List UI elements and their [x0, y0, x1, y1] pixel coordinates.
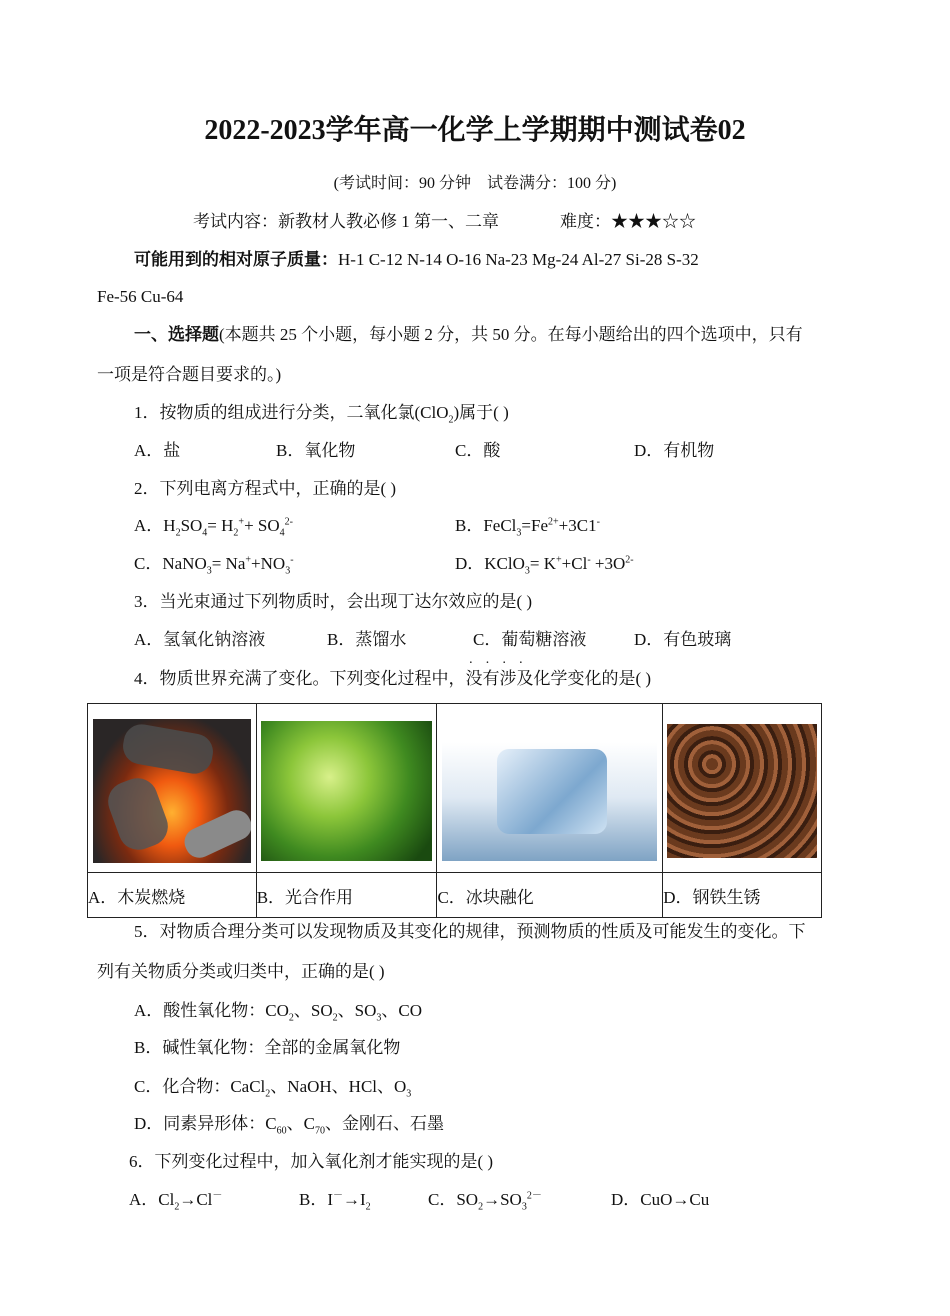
question-6-option-d	[611, 1189, 709, 1211]
text-segment: A．酸性氧化物：CO	[134, 1001, 289, 1020]
difficulty	[560, 211, 696, 233]
text-segment: B．蒸馏水	[327, 630, 407, 649]
question-3-stem	[134, 591, 532, 613]
text-segment: +NO	[251, 554, 286, 573]
question-5-stem-2: 列有关物质分类或归类中，正确的是( )	[97, 962, 385, 981]
superscript: -	[290, 554, 294, 566]
question-1-stem	[134, 402, 509, 424]
option-b-caption: B．光合作用	[256, 873, 437, 918]
text-segment: A．Cl	[129, 1190, 175, 1209]
text-segment: 1．按物质的组成进行分类，二氧化氯(ClO	[134, 403, 449, 422]
exam-content: 考试内容：新教材人教必修 1 第一、二章	[193, 212, 499, 231]
question-2-option-b	[455, 515, 600, 537]
question-1-option-b	[276, 440, 355, 462]
stem-text: 4．物质世界充满了变化。下列变化过程中，	[134, 669, 466, 688]
subscript: 2	[332, 1012, 338, 1024]
question-5-stem: 5．对物质合理分类可以发现物质及其变化的规律，预测物质的性质及可能发生的变化。下	[134, 922, 806, 941]
superscript: -	[587, 554, 591, 566]
section-heading	[134, 324, 803, 346]
text-segment: +Cl	[561, 554, 588, 573]
question-1-option-c	[455, 440, 500, 462]
text-segment: 3．当光束通过下列物质时，会出现丁达尔效应的是( )	[134, 592, 533, 611]
question-5-option-a	[134, 1000, 422, 1022]
question-5-option-c	[134, 1076, 411, 1098]
text-segment: = H	[207, 516, 234, 535]
superscript: +	[556, 554, 562, 566]
text-segment: D．CuO→Cu	[611, 1190, 710, 1209]
subscript: 2	[233, 527, 239, 539]
ice-cube-image	[442, 721, 657, 861]
subscript: 3	[516, 527, 522, 539]
subscript: 4	[202, 527, 208, 539]
difficulty-stars: ★★★☆☆	[611, 212, 696, 231]
question-1-option-d	[634, 440, 714, 462]
text-segment: D．有机物	[634, 441, 715, 460]
superscript: －	[333, 1190, 343, 1202]
atomic-mass-line	[134, 249, 699, 271]
question-6-option-c	[428, 1189, 542, 1211]
question-3-option-d	[634, 629, 731, 651]
subscript: 3	[206, 565, 212, 577]
text-segment: SO	[180, 516, 203, 535]
superscript: 2－	[526, 1190, 542, 1202]
emphasis-word: 没有涉及	[465, 669, 534, 688]
superscript: +	[238, 516, 245, 528]
text-segment: +3O	[590, 554, 626, 573]
text-segment: 、NaOH、HCl、O	[270, 1077, 407, 1096]
question-5-option-b	[134, 1037, 400, 1059]
text-segment: 6．下列变化过程中，加入氧化剂才能实现的是( )	[129, 1152, 494, 1171]
atomic-mass-label: 可能用到的相对原子质量：	[134, 250, 338, 269]
superscript: 2-	[284, 516, 293, 528]
text-segment: →Cl	[179, 1190, 213, 1209]
subscript: 3	[376, 1012, 382, 1024]
text-segment: 、SO	[293, 1001, 333, 1020]
text-segment: + SO	[244, 516, 280, 535]
option-d-image-cell	[663, 704, 822, 873]
text-segment: 、C	[286, 1114, 315, 1133]
option-d-caption: D．钢铁生锈	[663, 873, 822, 918]
subscript: 3	[285, 565, 291, 577]
exam-info: (考试时间：90 分钟 试卷满分：100 分)	[333, 175, 617, 192]
text-segment: D．有色玻璃	[634, 630, 732, 649]
text-segment: A．氢氧化钠溶液	[134, 630, 266, 649]
text-segment: B．I	[299, 1190, 333, 1209]
question-6-stem	[129, 1151, 493, 1173]
rusty-chain-image	[667, 724, 817, 858]
atomic-mass-values: H-1 C-12 N-14 O-16 Na-23 Mg-24 Al-27 Si-28 S-32	[338, 250, 699, 269]
subscript: 2	[365, 1201, 371, 1213]
text-segment: →SO	[483, 1190, 522, 1209]
option-c-caption: C．冰块融化	[437, 873, 663, 918]
question-1-option-a	[134, 440, 180, 462]
superscript: 2+	[548, 516, 559, 528]
question-2-option-c	[134, 553, 294, 575]
question-3-option-c	[473, 629, 586, 651]
question-4-stem	[134, 656, 652, 690]
question-5-option-d	[134, 1113, 444, 1135]
option-c-image-cell	[437, 704, 663, 873]
text-segment: )属于( )	[453, 403, 509, 422]
text-segment: 、金刚石、石墨	[324, 1114, 444, 1133]
question-2-stem	[134, 478, 396, 500]
text-segment: 、CO	[381, 1001, 422, 1020]
text-segment: C．SO	[428, 1190, 479, 1209]
subscript: 2	[175, 527, 181, 539]
text-segment: 、SO	[337, 1001, 377, 1020]
question-3-option-b	[327, 629, 406, 651]
text-segment: A．盐	[134, 441, 181, 460]
question-3-option-a	[134, 629, 265, 651]
stem-text: 化学变化的是( )	[533, 669, 652, 688]
subscript: 2	[478, 1201, 484, 1213]
text-segment: +3C1	[558, 516, 597, 535]
charcoal-burning-image	[93, 719, 251, 863]
text-segment: D．同素异形体：C	[134, 1114, 277, 1133]
text-segment: C．NaNO	[134, 554, 207, 573]
text-segment: =Fe	[521, 516, 548, 535]
subscript: 2	[174, 1201, 180, 1213]
superscript: -	[596, 516, 600, 528]
superscript: +	[245, 554, 252, 566]
text-segment: = K	[529, 554, 557, 573]
text-segment: →I	[343, 1190, 366, 1209]
superscript: －	[212, 1190, 223, 1202]
difficulty-label: 难度：	[560, 212, 611, 231]
text-segment: C．化合物：CaCl	[134, 1077, 266, 1096]
subscript: 70	[314, 1125, 325, 1137]
subscript: 2	[288, 1012, 294, 1024]
page-title: 2022-2023学年高一化学上学期期中测试卷02	[204, 115, 746, 146]
superscript: 2-	[625, 554, 634, 566]
question-2-option-d	[455, 553, 634, 575]
question-6-option-b	[299, 1189, 371, 1211]
text-segment: C．葡萄糖溶液	[473, 630, 587, 649]
section-desc: (本题共 25 个小题，每小题 2 分，共 50 分。在每小题给出的四个选项中，只有	[219, 325, 803, 344]
section-title: 一、选择题	[134, 325, 219, 344]
subscript: 3	[524, 565, 530, 577]
text-segment: B．碱性氧化物：全部的金属氧化物	[134, 1038, 401, 1057]
text-segment: B．氧化物	[276, 441, 356, 460]
option-a-caption: A．木炭燃烧	[88, 873, 257, 918]
subscript: 3	[521, 1201, 527, 1213]
question-6-option-a	[129, 1189, 222, 1211]
option-a-image-cell	[88, 704, 257, 873]
question-4-options-table	[87, 703, 822, 918]
green-leaves-image	[261, 721, 432, 861]
subscript: 3	[406, 1088, 412, 1100]
subscript: 2	[448, 414, 454, 426]
section-desc-2: 一项是符合题目要求的。)	[97, 365, 282, 384]
atomic-mass-values-2: Fe-56 Cu-64	[97, 287, 184, 306]
subscript: 2	[265, 1088, 271, 1100]
option-b-image-cell	[256, 704, 437, 873]
subscript: 60	[276, 1125, 287, 1137]
text-segment: C．酸	[455, 441, 501, 460]
emphasis-dots: ····	[468, 656, 536, 671]
text-segment: A．H	[134, 516, 176, 535]
text-segment: B．FeCl	[455, 516, 517, 535]
text-segment: = Na	[211, 554, 246, 573]
subscript: 4	[279, 527, 285, 539]
question-2-option-a	[134, 515, 293, 537]
text-segment: 2．下列电离方程式中，正确的是( )	[134, 479, 397, 498]
text-segment: D．KClO	[455, 554, 525, 573]
emphasized-text	[465, 656, 536, 688]
